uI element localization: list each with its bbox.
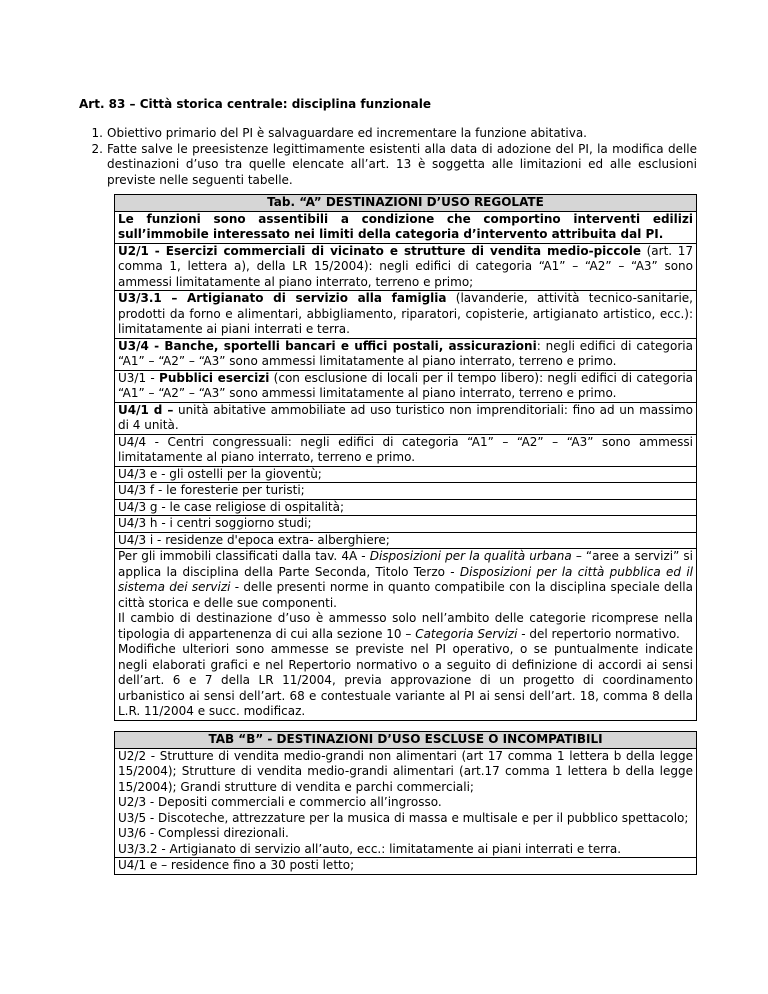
table-row xyxy=(115,243,696,291)
text: - delle presenti norme in quanto compatibile con la disciplina speciale della città storica e delle sue componenti. xyxy=(118,580,693,610)
table-row: U3/6 - Complessi direzionali. xyxy=(118,826,289,840)
table-row: U3/3.2 - Artigianato di servizio all’auto, ecc.: limitatamente ai piani interrati e terra. xyxy=(118,841,622,856)
table-a-header: Tab. “A” DESTINAZIONI D’USO REGOLATE xyxy=(115,195,696,211)
paragraph xyxy=(118,611,693,642)
text: - del repertorio normativo. xyxy=(517,626,680,641)
list-number: 1. xyxy=(91,126,103,140)
row-heading: Pubblici esercizi xyxy=(159,370,270,385)
table-row xyxy=(115,402,696,434)
table-a-intro: Le funzioni sono assentibili a condizione che comportino interventi edilizi sull’immobile interessato nei limiti della categoria d’intervento attribuita dal PI. xyxy=(115,211,696,243)
italic-text: Disposizioni per la qualità urbana xyxy=(369,549,572,563)
italic-text: Disposizioni per la città pubblica ed il sistema dei servizi xyxy=(118,564,694,594)
row-text: (lavanderie, attività tecnico-sanitarie, prodotti da forno e alimentari, abbigliamento, riparatori, copisterie, artigianato artistico, ecc.): limitatamente ai piani interrati e terra. xyxy=(118,291,693,336)
table-row: U4/4 - Centri congressuali: negli edifici di categoria “A1” – “A2” – “A3” sono ammessi limitatamente al piano interrato, terreno e primo. xyxy=(115,434,696,466)
row-heading: U4/1 d – xyxy=(118,402,174,417)
italic-text: Categoria Servizi xyxy=(415,626,518,641)
table-row: U4/3 h - i centri soggiorno studi; xyxy=(115,515,696,532)
row-heading: U2/1 - Esercizi commerciali di vicinato e strutture di vendita medio-piccole xyxy=(118,243,642,258)
row-heading: U3/4 - Banche, sportelli bancari e uffici postali, assicurazioni xyxy=(118,338,537,353)
table-row: U3/5 - Discoteche, attrezzature per la musica di massa e multisale e per il pubblico spettacolo; xyxy=(118,810,689,825)
row-code: U3/1 - xyxy=(118,370,160,385)
table-row: U4/3 i - residenze d'epoca extra- alberghiere; xyxy=(115,532,696,549)
table-row: U4/3 f - le foresterie per turisti; xyxy=(115,482,696,499)
row-text: : negli edifici di categoria “A1” – “A2” – “A3” sono ammessi limitatamente al piano interrato, terreno e primo. xyxy=(118,338,693,368)
paragraph xyxy=(118,549,693,611)
paragraph: Modifiche ulteriori sono ammesse se previste nel PI operativo, o se puntualmente indicate negli elaborati grafici e nel Repertorio normativo o a seguito di definizione di accordi ai sensi dell’art. 6 e 7 della LR 11/2004, previa approvazione di un progetto di coordinamento urbanistico ai sensi dell’art. 68 e contestuale variante al PI ai sensi dell’art. 18, comma 8 della L.R. 11/2004 e succ. modificaz. xyxy=(118,642,693,718)
row-heading: U3/3.1 – Artigianato di servizio alla famiglia xyxy=(118,291,447,305)
table-row xyxy=(115,338,696,370)
table-row: U2/2 - Strutture di vendita medio-grandi non alimentari (art 17 comma 1 lettera b della legge 15/2004); Strutture di vendita medio-grandi alimentari (art.17 comma 1 lettera b della legge 15/2004); Grandi strutture di vendita e parchi commerciali; xyxy=(115,748,696,796)
table-row xyxy=(115,290,696,338)
table-a xyxy=(114,194,697,721)
text: Il cambio di destinazione d’uso è ammesso solo nell’ambito delle categorie ricomprese nella tipologia di appartenenza di cui alla sezione 10 – xyxy=(118,611,693,641)
list-text: Obiettivo primario del PI è salvaguardare ed incrementare la funzione abitativa. xyxy=(107,126,587,140)
numbered-list xyxy=(79,126,697,188)
list-item xyxy=(79,142,697,189)
table-b-header: TAB “B” - DESTINAZIONI D’USO ESCLUSE O INCOMPATIBILI xyxy=(115,732,696,748)
table-row: U2/3 - Depositi commerciali e commercio all’ingrosso. xyxy=(118,795,442,809)
table-row xyxy=(115,548,696,720)
row-text: unità abitative ammobiliate ad uso turistico non imprenditoriali: fino ad un massimo di 4 unità. xyxy=(118,402,693,432)
text: – “aree a servizi” si applica la disciplina della Parte Seconda, Titolo Terzo - xyxy=(118,549,694,579)
list-number: 2. xyxy=(91,141,103,156)
text: Per gli immobili classificati dalla tav. 4A - xyxy=(118,549,370,563)
row-text: (art. 17 comma 1, lettera a), della LR 15/2004): negli edifici di categoria “A1” – “A2” – “A3” sono ammessi limitatamente al piano interrato, terreno e primo; xyxy=(118,243,693,289)
list-item xyxy=(79,126,697,142)
table-row: U4/1 e – residence fino a 30 posti letto; xyxy=(115,857,696,874)
table-row: U4/3 e - gli ostelli per la gioventù; xyxy=(115,466,696,483)
table-row xyxy=(115,370,696,402)
list-text: Fatte salve le preesistenze legittimamente esistenti alla data di adozione del PI, la modifica delle destinazioni d’uso tra quelle elencate all’art. 13 è soggetta alle limitazioni ed alle esclusioni previste nelle seguenti tabelle. xyxy=(107,141,697,187)
table-b xyxy=(114,731,697,875)
table-row: U4/3 g - le case religiose di ospitalità; xyxy=(115,499,696,516)
row-text: (con esclusione di locali per il tempo libero): negli edifici di categoria “A1” – “A2” – “A3” sono ammessi limitatamente al piano interrato, terreno e primo. xyxy=(118,370,694,400)
article-title: Art. 83 – Città storica centrale: disciplina funzionale xyxy=(79,97,431,111)
